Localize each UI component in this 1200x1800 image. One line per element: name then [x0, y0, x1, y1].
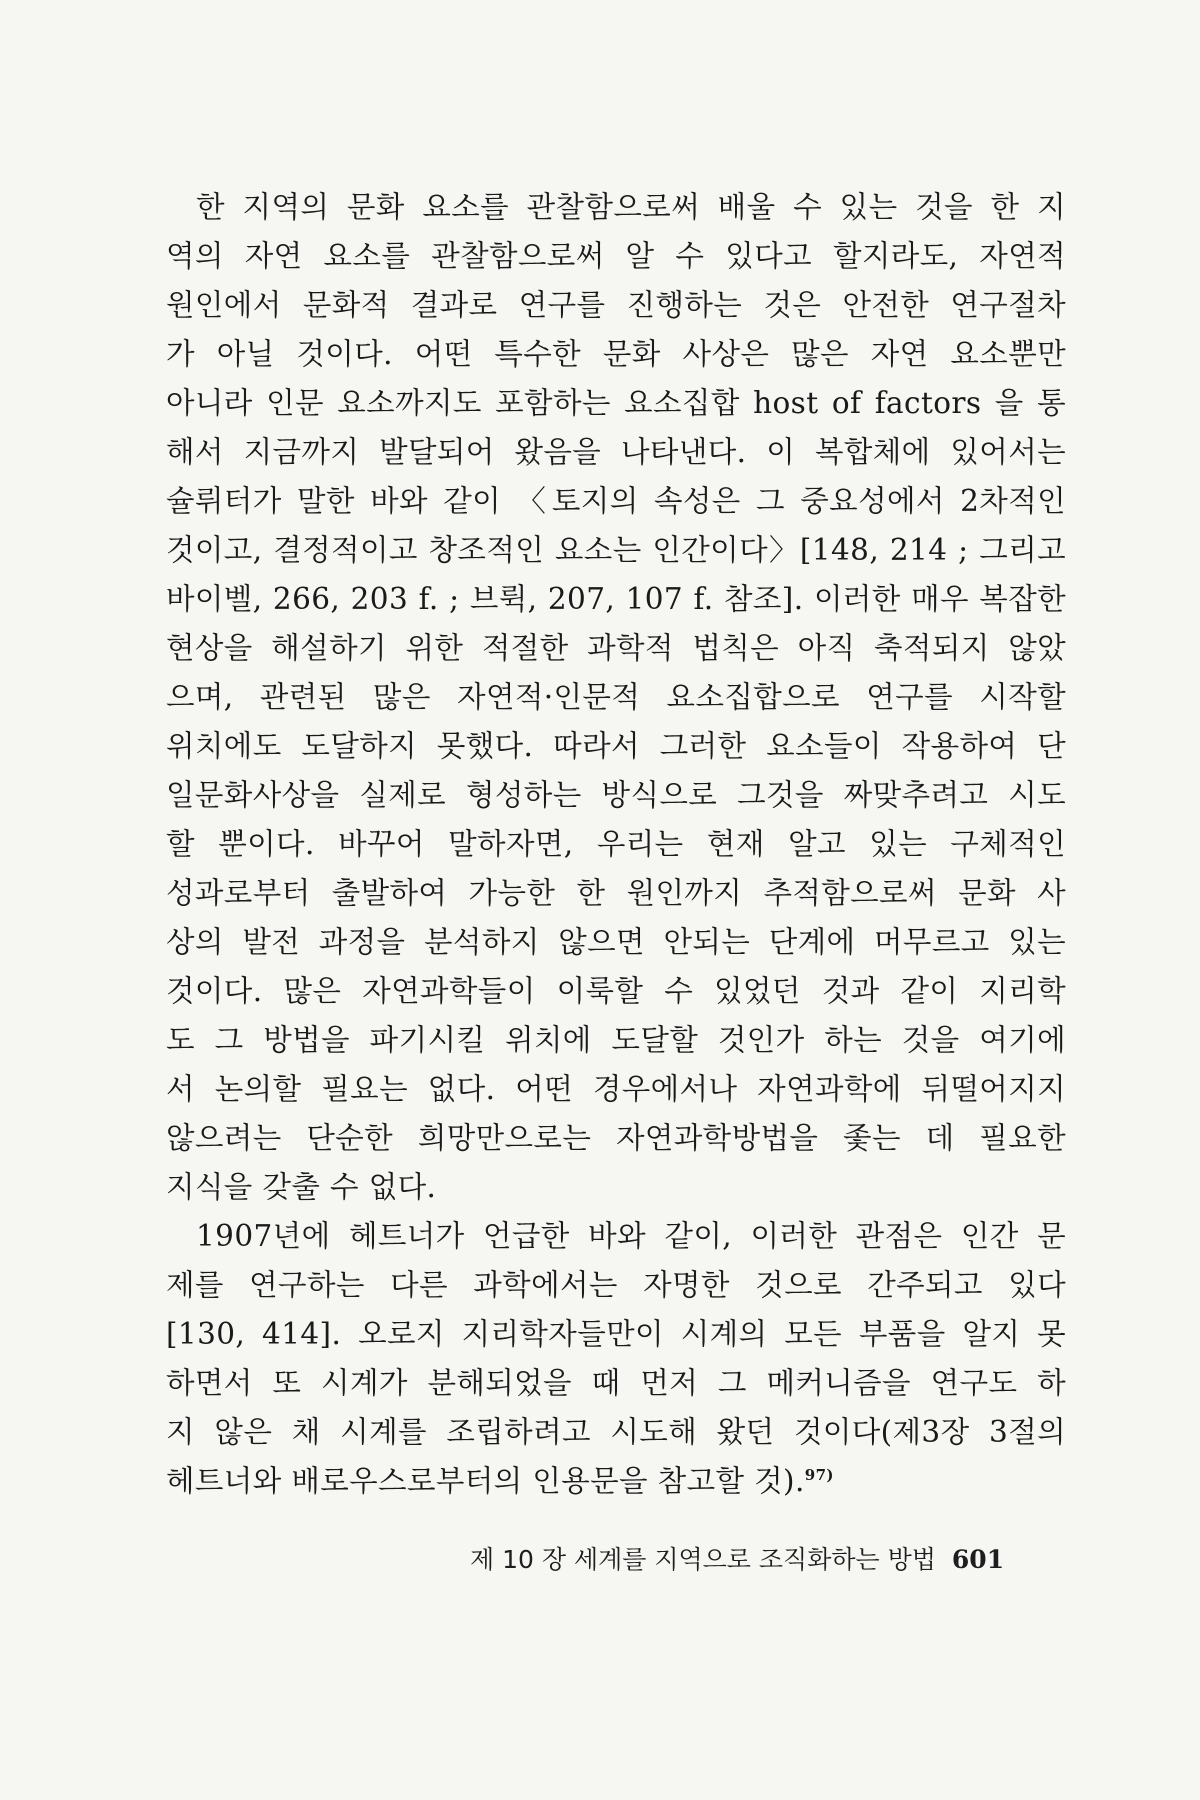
text-line: 해서 지금까지 발달되어 왔음을 나타낸다. 이 복합체에 있어서는 — [166, 435, 1066, 469]
text-line: 상의 발전 과정을 분석하지 않으면 안되는 단계에 머무르고 있는 — [166, 925, 1066, 959]
footnote-marker: 97) — [804, 1466, 834, 1485]
text-line: 성과로부터 출발하여 가능한 한 원인까지 추적함으로써 문화 사 — [166, 876, 1066, 910]
running-footer — [470, 1540, 1050, 1580]
text-line: 가 아닐 것이다. 어떤 특수한 문화 사상은 많은 자연 요소뿐만 — [166, 337, 1066, 371]
body-text — [166, 183, 1066, 1506]
text-line: 아니라 인문 요소까지도 포함하는 요소집합 host of factors 을 통 — [166, 386, 1066, 420]
text-line: 역의 자연 요소를 관찰함으로써 알 수 있다고 할지라도, 자연적 — [166, 239, 1066, 273]
text-line: 서 논의할 필요는 없다. 어떤 경우에서나 자연과학에 뒤떨어지지 — [166, 1072, 1066, 1106]
text-line: 것이고, 결정적이고 창조적인 요소는 인간이다〉[148, 214 ; 그리고 — [166, 533, 1066, 567]
text-line: [130, 414]. 오로지 지리학자들만이 시계의 모든 부품을 알지 못 — [166, 1317, 1066, 1351]
text-line: 슐뤼터가 말한 바와 같이 〈토지의 속성은 그 중요성에서 2차적인 — [166, 484, 1066, 518]
text-line: 원인에서 문화적 결과로 연구를 진행하는 것은 안전한 연구절차 — [166, 288, 1066, 322]
paragraph-1 — [166, 183, 1066, 1212]
text-line: 바이벨, 266, 203 f. ; 브뤽, 207, 107 f. 참조]. 이러한 매우 복잡한 — [166, 582, 1066, 616]
text-line: 현상을 해설하기 위한 적절한 과학적 법칙은 아직 축적되지 않았 — [166, 631, 1066, 665]
text-line-with-footnote — [166, 1457, 1066, 1506]
chapter-title: 제 10 장 세계를 지역으로 조직화하는 방법 — [470, 1545, 936, 1574]
text-line: 제를 연구하는 다른 과학에서는 자명한 것으로 간주되고 있다 — [166, 1268, 1066, 1302]
text-line: 않으려는 단순한 희망만으로는 자연과학방법을 좇는 데 필요한 — [166, 1121, 1066, 1155]
page-number: 601 — [951, 1545, 1005, 1574]
text-line: 한 지역의 문화 요소를 관찰함으로써 배울 수 있는 것을 한 지 — [196, 190, 1066, 224]
text-line: 하면서 또 시계가 분해되었을 때 먼저 그 메커니즘을 연구도 하 — [166, 1366, 1066, 1400]
text-line: 것이다. 많은 자연과학들이 이룩할 수 있었던 것과 같이 지리학 — [166, 974, 1066, 1008]
text-line: 도 그 방법을 파기시킬 위치에 도달할 것인가 하는 것을 여기에 — [166, 1023, 1066, 1057]
text-line: 지 않은 채 시계를 조립하려고 시도해 왔던 것이다(제3장 3절의 — [166, 1415, 1066, 1449]
text-line: 1907년에 헤트너가 언급한 바와 같이, 이러한 관점은 인간 문 — [196, 1219, 1066, 1253]
text-line: 으며, 관련된 많은 자연적·인문적 요소집합으로 연구를 시작할 — [166, 680, 1066, 714]
text-line: 할 뿐이다. 바꾸어 말하자면, 우리는 현재 알고 있는 구체적인 — [166, 827, 1066, 861]
paragraph-2 — [166, 1212, 1066, 1506]
text-line: 일문화사상을 실제로 형성하는 방식으로 그것을 짜맞추려고 시도 — [166, 778, 1066, 812]
text-line: 위치에도 도달하지 못했다. 따라서 그러한 요소들이 작용하여 단 — [166, 729, 1066, 763]
text-line-content: 헤트너와 배로우스로부터의 인용문을 참고할 것). — [166, 1464, 805, 1498]
text-line: 지식을 갖출 수 없다. — [166, 1170, 437, 1204]
